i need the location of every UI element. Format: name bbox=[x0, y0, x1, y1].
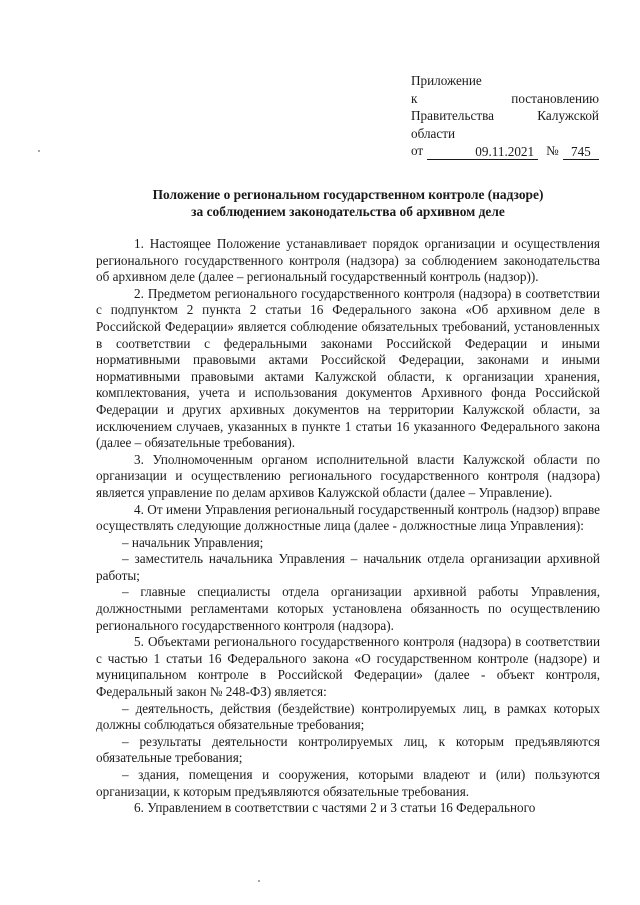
list-item-buildings: – здания, помещения и сооружения, которыми владеют и (или) пользуются организации, к которым предъявляются обязательные требования. bbox=[96, 767, 600, 799]
paragraph-1: 1. Настоящее Положение устанавливает порядок организации и осуществления регионального государственного контроля (надзора) за соблюдением законодательства об архивном деле (далее – региональный государственный контроль (надзор)). bbox=[96, 236, 600, 285]
annex-block bbox=[411, 72, 599, 160]
list-item-deputy: – заместитель начальника Управления – начальник отдела организации архивной работы; bbox=[96, 551, 600, 583]
annex-line-4: области bbox=[411, 125, 456, 141]
list-item-head: – начальник Управления; bbox=[122, 534, 264, 550]
scan-speck bbox=[258, 880, 260, 882]
annex-line-1: Приложение bbox=[411, 73, 482, 88]
document-body bbox=[96, 236, 600, 817]
document-title bbox=[96, 186, 600, 220]
title-line-2: за соблюдением законодательства об архивном деле bbox=[191, 204, 505, 219]
title-line-1: Положение о региональном государственном контроле (надзоре) bbox=[152, 187, 544, 202]
list-item-activity: – деятельность, действия (бездействие) контролируемых лиц, в рамках которых должны соблюдаться обязательные требования; bbox=[96, 700, 600, 733]
annex-line-3-left: Правительства bbox=[411, 108, 494, 124]
annex-date-row bbox=[411, 142, 599, 160]
paragraph-3: 3. Уполномоченным органом исполнительной власти Калужской области по организации и осуществлению регионального государственного контроля (надзора) является управление по делам архивов Калужской области (далее – Управление). bbox=[96, 451, 600, 500]
scan-speck bbox=[38, 150, 40, 152]
decree-number: 745 bbox=[563, 145, 599, 160]
annex-line-2-left: к bbox=[411, 90, 418, 106]
paragraph-2: 2. Предметом регионального государственного контроля (надзора) в соответствии с подпунктом 2 пункта 2 статьи 16 Федерального закона «Об архивном деле в Российской Федерации» является соблюдение обязательных требований, установленных в соответствии с федеральными законами Российской Федерации и иными нормативными правовыми актами Российской Федерации, законами и иными нормативными правовыми актами Калужской области, к организации хранения, комплектования, учета и использования документов Архивного фонда Российской Федерации и других архивных документов на территории Калужской области, за исключением случаев, указанных в пункте 1 статьи 16 указанного Федерального закона (далее – обязательные требования). bbox=[96, 285, 600, 451]
paragraph-5: 5. Объектами регионального государственного контроля (надзора) в соответствии с частью 1 статьи 16 Федерального закона «О государственном контроле (надзоре) и муниципальном контроле в Российской Федерации» (далее - объект контроля, Федеральный закон № 248-ФЗ) является: bbox=[96, 634, 600, 700]
paragraph-6: 6. Управлением в соответствии с частями 2 и 3 статьи 16 Федерального bbox=[134, 800, 536, 816]
annex-line-3 bbox=[411, 107, 599, 125]
number-label: № bbox=[546, 143, 559, 159]
annex-line-2 bbox=[411, 90, 599, 108]
decree-date: 09.11.2021 bbox=[427, 145, 538, 160]
annex-line-2-right: постановлению bbox=[511, 90, 599, 106]
paragraph-4: 4. От имени Управления региональный государственный контроль (надзор) вправе осуществлять следующие должностные лица (далее - должностные лица Управления): bbox=[96, 501, 600, 534]
list-item-specialists: – главные специалисты отдела организации архивной работы Управления, должностными регламентами которых установлена обязанность по осуществлению регионального государственного контроля (надзора). bbox=[96, 584, 600, 633]
list-item-results: – результаты деятельности контролируемых лиц, к которым предъявляются обязательные требования; bbox=[96, 733, 600, 766]
annex-line-3-right: Калужской bbox=[537, 108, 599, 124]
from-label: от bbox=[411, 143, 424, 159]
